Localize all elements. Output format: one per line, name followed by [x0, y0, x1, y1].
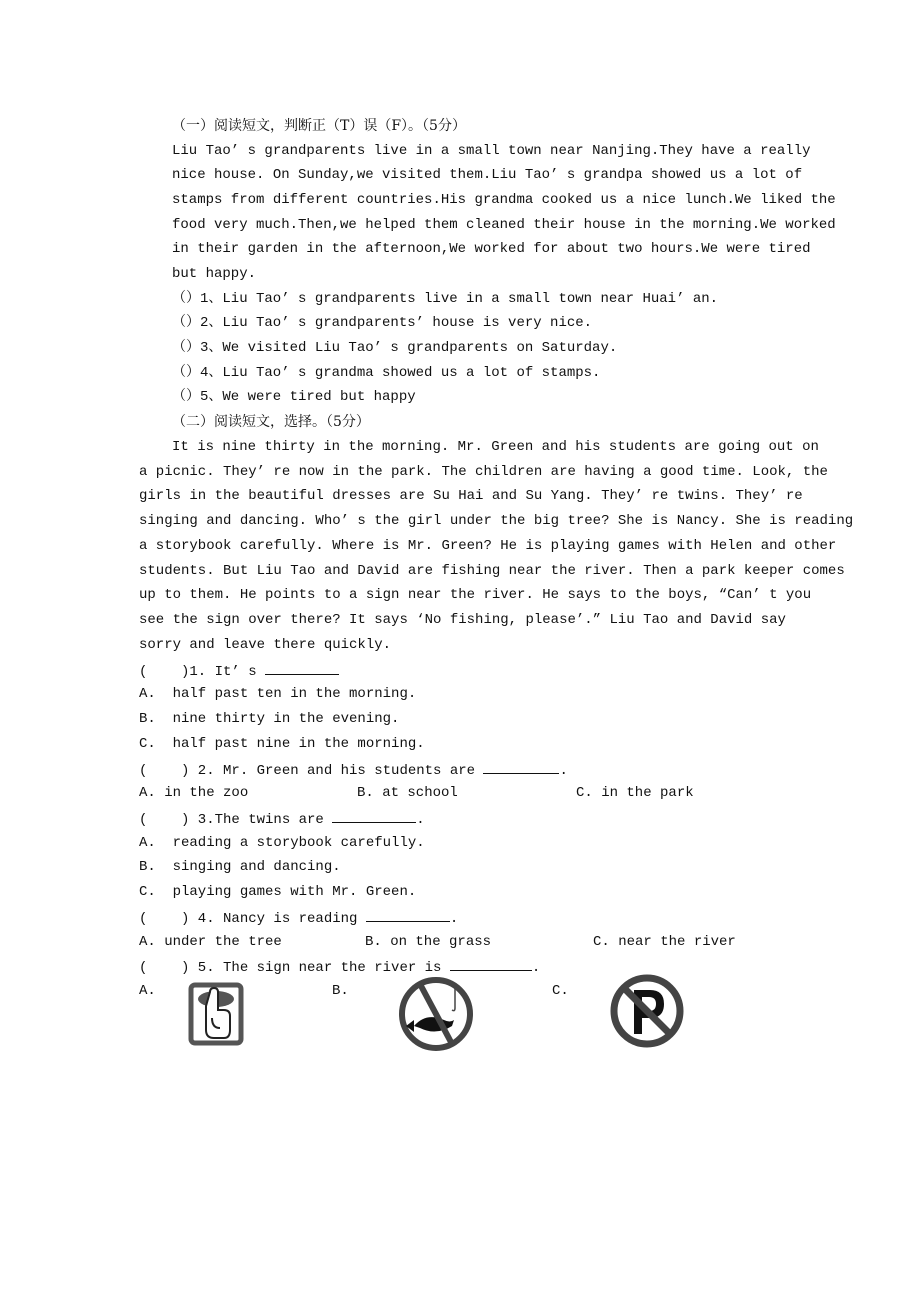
question-stem: ( )1. It’ s	[139, 664, 266, 680]
question-stem: ( ) 4. Nancy is reading	[139, 911, 366, 927]
option-b: B.	[332, 983, 349, 999]
option-c: C.	[552, 983, 569, 999]
tf-statement: （）3、We visited Liu Tao’ s grandparents on Saturday.	[172, 340, 618, 356]
passage1-line: in their garden in the afternoon,We worked for about two hours.We were tired	[172, 241, 811, 257]
no-parking-sign-icon	[608, 972, 686, 1050]
passage2-line: a storybook carefully. Where is Mr. Green? He is playing games with Helen and other	[139, 538, 837, 554]
passage2-line: a picnic. They’ re now in the park. The children are having a good time. Look, the	[139, 464, 828, 480]
passage1-line: but happy.	[172, 266, 257, 282]
passage2-line: singing and dancing. Who’ s the girl under the big tree? She is Nancy. She is reading	[139, 513, 854, 529]
answer-blank[interactable]	[483, 760, 559, 774]
passage1-line: Liu Tao’ s grandparents live in a small town near Nanjing.They have a really	[172, 143, 811, 159]
question-stem: ( ) 2. Mr. Green and his students are	[139, 763, 484, 779]
question-4	[139, 908, 458, 926]
option-b: B. at school	[357, 785, 458, 801]
option-c: C. playing games with Mr. Green.	[139, 884, 417, 900]
answer-blank[interactable]	[332, 809, 416, 823]
question-3	[139, 809, 425, 827]
option-a: A.	[139, 983, 156, 999]
option-a: A. under the tree	[139, 934, 282, 950]
answer-blank[interactable]	[265, 661, 339, 675]
passage1-line: food very much.Then,we helped them cleaned their house in the morning.We worked	[172, 217, 836, 233]
passage2-line: girls in the beautiful dresses are Su Hai and Su Yang. They’ re twins. They’ re	[139, 488, 803, 504]
question-5	[139, 957, 540, 975]
option-c: C. in the park	[576, 785, 694, 801]
passage2-line: students. But Liu Tao and David are fishing near the river. Then a park keeper comes	[139, 563, 845, 579]
question-2	[139, 760, 568, 778]
quiet-sign-icon	[188, 982, 244, 1046]
passage1-line: stamps from different countries.His grandma cooked us a nice lunch.We liked the	[172, 192, 836, 208]
tf-statement: （）1、Liu Tao’ s grandparents live in a small town near Huai’ an.	[172, 291, 719, 307]
option-c: C. half past nine in the morning.	[139, 736, 425, 752]
tf-statement: （）4、Liu Tao’ s grandma showed us a lot of stamps.	[172, 365, 601, 381]
passage1-line: nice house. On Sunday,we visited them.Liu Tao’ s grandpa showed us a lot of	[172, 167, 803, 183]
period: .	[416, 812, 425, 828]
section2-heading: （二）阅读短文，选择。（5分）	[172, 414, 370, 430]
option-a: A. half past ten in the morning.	[139, 686, 417, 702]
option-a: A. reading a storybook carefully.	[139, 835, 425, 851]
passage2-line: sorry and leave there quickly.	[139, 637, 392, 653]
answer-blank[interactable]	[450, 957, 532, 971]
tf-statement: （）2、Liu Tao’ s grandparents’ house is very nice.	[172, 315, 593, 331]
tf-statement: （）5、We were tired but happy	[172, 389, 416, 405]
question-1	[139, 661, 339, 679]
option-c: C. near the river	[593, 934, 736, 950]
answer-blank[interactable]	[366, 908, 450, 922]
option-b: B. on the grass	[365, 934, 492, 950]
option-b: B. singing and dancing.	[139, 859, 341, 875]
section1-heading: （一）阅读短文，判断正（T）误（F）。（5分）	[172, 118, 466, 134]
question-stem: ( ) 5. The sign near the river is	[139, 960, 450, 976]
period: .	[449, 911, 459, 927]
period: .	[559, 763, 568, 779]
period: .	[531, 960, 541, 976]
passage2-line: up to them. He points to a sign near the river. He says to the boys, “Can’ t you	[139, 587, 812, 603]
question-stem: ( ) 3.The twins are	[139, 812, 333, 828]
passage2-line: It is nine thirty in the morning. Mr. Green and his students are going out on	[172, 439, 819, 455]
option-b: B. nine thirty in the evening.	[139, 711, 400, 727]
passage2-line: see the sign over there? It says ‘No fishing, please’.” Liu Tao and David say	[139, 612, 786, 628]
option-a: A. in the zoo	[139, 785, 249, 801]
no-fishing-sign-icon	[396, 976, 476, 1052]
